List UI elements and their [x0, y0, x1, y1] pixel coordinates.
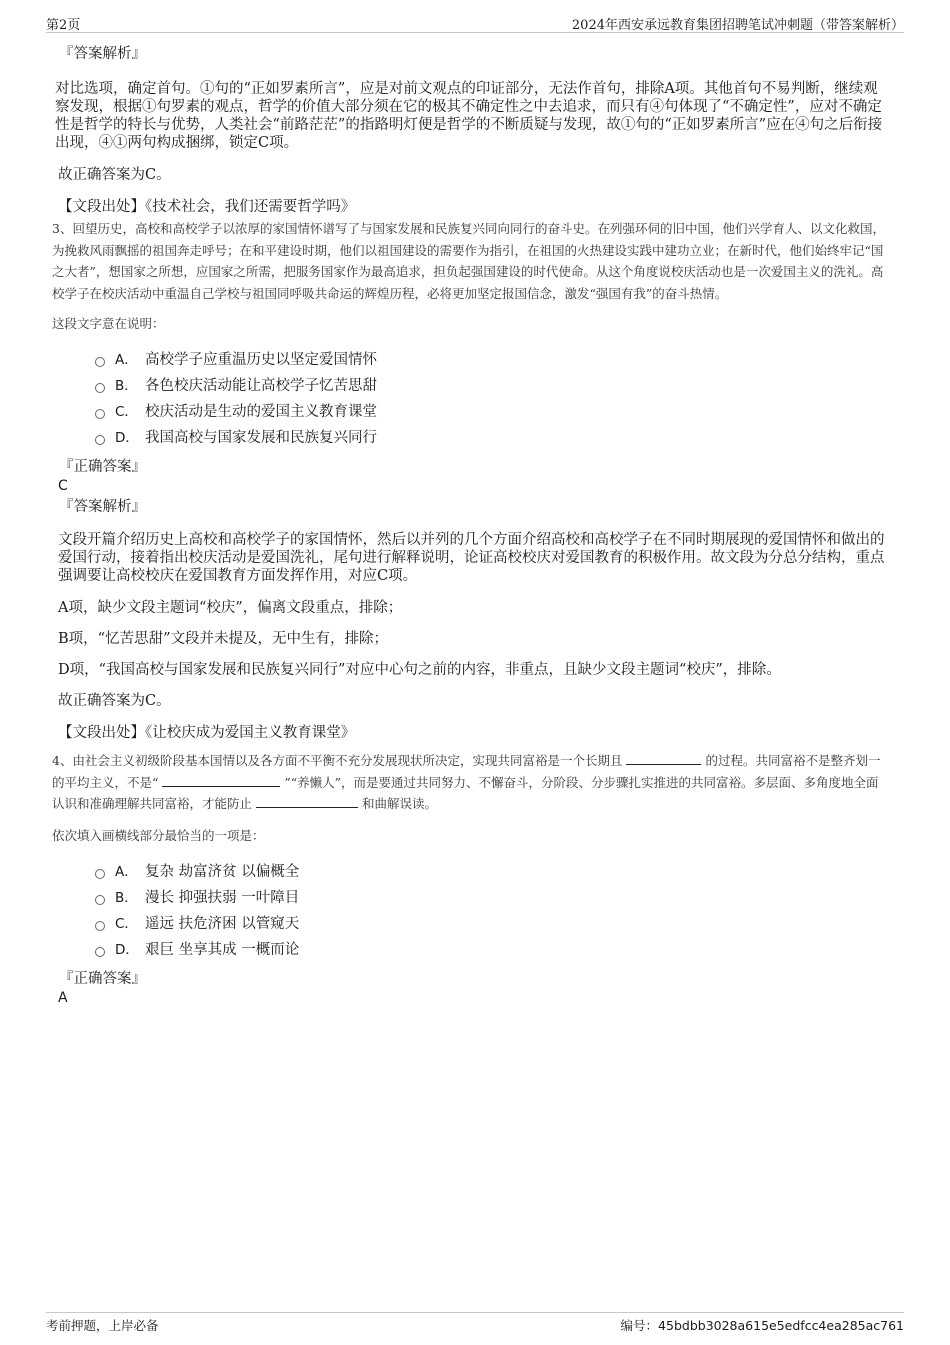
q4-stem: 4、由社会主义初级阶段基本国情以及各方面不平衡不充分发展现状所决定，实现共同富裕是一个长期且 的过程。共同富裕不是整齐划一的平均主义，不是“ ”“养懒人”，而是要通过共同努力、不懈奋斗，分阶段、分步骤扎实推进的共同富裕。多层面、多角度地全面认识和准确理解共同富裕，才能防止 和曲解误读。 — [52, 753, 881, 811]
document-title: 2024年西安承远教育集团招聘笔试冲刺题（带答案解析） — [571, 18, 904, 33]
q4-answer-label: 『正确答案』 — [59, 970, 146, 987]
q3-conclusion: 故正确答案为C。 — [58, 693, 171, 709]
radio-icon[interactable] — [95, 357, 105, 367]
q2-explain-label: 『答案解析』 — [59, 46, 146, 62]
radio-icon[interactable] — [95, 383, 105, 393]
footer-slogan: 考前押题，上岸必备 — [46, 1318, 159, 1333]
q4-option-a[interactable]: A． 复杂 劫富济贫 以偏概全 — [95, 859, 890, 885]
q3-option-b[interactable]: B． 各色校庆活动能让高校学子忆苦思甜 — [95, 373, 890, 399]
q3-source: 【文段出处】《让校庆成为爱国主义教育课堂》 — [58, 725, 356, 741]
q3-explain-b: B项，“忆苦思甜”文段并未提及，无中生有，排除； — [58, 631, 388, 647]
q4-options — [95, 859, 890, 963]
page-number: 第2页 — [46, 18, 81, 33]
radio-icon[interactable] — [95, 869, 105, 879]
q3-option-a[interactable]: A． 高校学子应重温历史以坚定爱国情怀 — [95, 347, 890, 373]
document-body — [52, 44, 890, 1007]
q3-explain-a: A项，缺少文段主题词“校庆”，偏离文段重点，排除； — [58, 600, 403, 616]
radio-icon[interactable] — [95, 947, 105, 957]
radio-icon[interactable] — [95, 409, 105, 419]
fill-blank-1[interactable] — [626, 752, 701, 765]
page-header — [46, 12, 904, 33]
document-code: 编号：45bdbb3028a615e5edfcc4ea285ac761 — [620, 1318, 904, 1333]
q4-prompt: 依次填入画横线部分最恰当的一项是： — [52, 827, 265, 843]
radio-icon[interactable] — [95, 895, 105, 905]
q3-explain-d: D项，“我国高校与国家发展和民族复兴同行”对应中心句之前的内容，非重点，且缺少文段主题词“校庆”，排除。 — [58, 662, 781, 678]
q3-option-c[interactable]: C． 校庆活动是生动的爱国主义教育课堂 — [95, 399, 890, 425]
q3-answer-label: 『正确答案』 — [59, 459, 146, 475]
q4-option-c[interactable]: C． 遥远 扶危济困 以管窥天 — [95, 911, 890, 937]
q2-conclusion: 故正确答案为C。 — [58, 167, 171, 183]
q3-explain-label: 『答案解析』 — [59, 499, 146, 515]
q3-prompt: 这段文字意在说明： — [52, 316, 165, 331]
q4-option-d[interactable]: D． 艰巨 坐享其成 一概而论 — [95, 937, 890, 963]
radio-icon[interactable] — [95, 921, 105, 931]
q3-explain-text: 文段开篇介绍历史上高校和高校学子的家国情怀，然后以并列的几个方面介绍高校和高校学子在不同时期展现的爱国情怀和做出的爱国行动，接着指出校庆活动是爱国洗礼，尾句进行解释说明，论证高校校庆对爱国教育的积极作用。故文段为分总分结构，重点强调要让高校校庆在爱国教育方面发挥作用，对应C项。 — [58, 532, 885, 584]
q3-stem: 3、回望历史，高校和高校学子以浓厚的家国情怀谱写了与国家发展和民族复兴同向同行的奋斗史。在列强环伺的旧中国，他们兴学育人、以文化救国，为挽救风雨飘摇的祖国奔走呼号；在和平建设时期，他们以祖国建设的需要作为指引，在祖国的火热建设实践中建功立业；在新时代，他们始终牢记“国之大者”，想国家之所想，应国家之所需，把服务国家作为最高追求，担负起强国建设的时代使命。从这个角度说校庆活动也是一次爱国主义的洗礼。高校学子在校庆活动中重温自己学校与祖国同呼吸共命运的辉煌历程，必将更加坚定报国信念，激发“强国有我”的奋斗热情。 — [52, 221, 885, 301]
q2-explain-text: 对比选项，确定首句。①句的“正如罗素所言”，应是对前文观点的印证部分，无法作首句，排除A项。其他首句不易判断，继续观察发现，根据①句罗素的观点，哲学的价值大部分须在它的极其不确定性之中去追求，而只有④句体现了“不确定性”，应对不确定性是哲学的特长与优势，人类社会“前路茫茫”的指路明灯便是哲学的不断质疑与发现，故①句的“正如罗素所言”应在④句之后衔接出现，④①两句构成捆绑，锁定C项。 — [55, 81, 883, 151]
q3-option-d[interactable]: D． 我国高校与国家发展和民族复兴同行 — [95, 425, 890, 451]
q4-option-b[interactable]: B． 漫长 抑强扶弱 一叶障目 — [95, 885, 890, 911]
fill-blank-3[interactable] — [256, 795, 358, 808]
page-footer — [46, 1312, 904, 1335]
q2-source: 【文段出处】《技术社会，我们还需要哲学吗》 — [58, 199, 356, 215]
q3-answer: C — [58, 478, 68, 494]
fill-blank-2[interactable] — [162, 774, 280, 787]
q4-answer: A — [58, 989, 68, 1006]
radio-icon[interactable] — [95, 435, 105, 445]
q3-options — [95, 347, 890, 451]
